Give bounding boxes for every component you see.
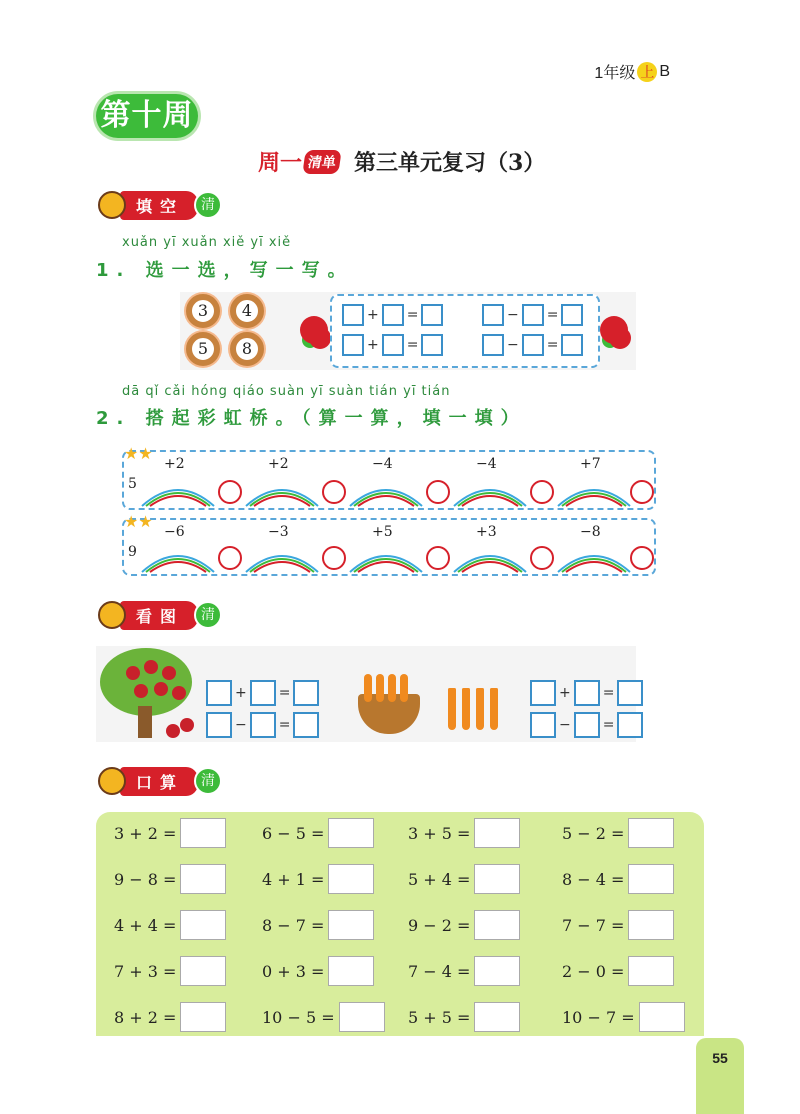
equation-row (482, 304, 583, 326)
number-flower: 4 (230, 294, 264, 328)
section-mental (98, 768, 222, 794)
answer-circle[interactable] (530, 480, 554, 504)
rainbow-row-1 (122, 444, 656, 510)
grade-text: 1年级 (594, 65, 636, 82)
answer-circle[interactable] (630, 546, 654, 570)
answer-box[interactable] (250, 712, 276, 738)
answer-box[interactable] (328, 818, 374, 848)
calc-expression: 9 − 8 = (114, 869, 177, 889)
number-flower: 8 (230, 332, 264, 366)
answer-box[interactable] (180, 910, 226, 940)
number-flower: 3 (186, 294, 220, 328)
equals-sign: = (602, 717, 615, 733)
checklist-badge: 清单 (302, 150, 341, 174)
minus-sign: − (559, 717, 571, 733)
calc-expression: 10 − 7 = (562, 1007, 635, 1027)
rainbow-arcs (138, 472, 654, 508)
section-fill (98, 192, 222, 218)
calc-expression: 8 − 4 = (562, 869, 625, 889)
equals-sign: = (546, 337, 559, 353)
tree-trunk (138, 706, 152, 738)
answer-box[interactable] (342, 334, 364, 356)
week-title: 第十周 (96, 94, 198, 138)
answer-box[interactable] (382, 334, 404, 356)
calc-item (262, 864, 374, 894)
answer-box[interactable] (474, 864, 520, 894)
calc-item (262, 818, 374, 848)
loose-carrots-icon (448, 688, 456, 730)
minus-sign: − (235, 717, 247, 733)
bridge-op: −4 (372, 456, 393, 472)
equals-sign: = (406, 307, 419, 323)
answer-box[interactable] (628, 956, 674, 986)
start-number: 5 (128, 476, 137, 492)
calc-item (562, 910, 674, 940)
plus-sign: + (235, 685, 247, 701)
unit-review-title: 第三单元复习（3） (354, 150, 546, 176)
q1-panel (180, 292, 636, 370)
equals-sign: = (546, 307, 559, 323)
equation-row (206, 680, 319, 706)
rose-icon (600, 316, 628, 344)
equation-row (342, 334, 443, 356)
answer-box[interactable] (530, 712, 556, 738)
equation-row (530, 680, 643, 706)
calc-item (114, 818, 226, 848)
answer-box[interactable] (474, 956, 520, 986)
answer-box[interactable] (474, 1002, 520, 1032)
answer-box[interactable] (328, 864, 374, 894)
answer-box[interactable] (474, 910, 520, 940)
rose-icon (300, 316, 328, 344)
qing-icon: 清 (194, 767, 222, 795)
calc-expression: 0 + 3 = (262, 961, 325, 981)
calc-item (562, 818, 674, 848)
calc-item (114, 956, 226, 986)
answer-box[interactable] (180, 864, 226, 894)
calc-item (562, 1002, 685, 1032)
calc-expression: 8 + 2 = (114, 1007, 177, 1027)
answer-circle[interactable] (530, 546, 554, 570)
answer-box[interactable] (628, 864, 674, 894)
q2-text: 2. 搭起彩虹桥。（算一算，填一填） (96, 408, 527, 429)
calc-item (262, 1002, 385, 1032)
q1-equation-panel (330, 294, 600, 368)
grade-term-badge: 上 (637, 62, 657, 82)
calc-expression: 5 − 2 = (562, 823, 625, 843)
equals-sign: = (406, 337, 419, 353)
minus-sign: − (507, 307, 519, 323)
calc-expression: 7 − 7 = (562, 915, 625, 935)
calc-expression: 5 + 4 = (408, 869, 471, 889)
minus-sign: − (507, 337, 519, 353)
calc-item (114, 910, 226, 940)
plus-sign: + (559, 685, 571, 701)
answer-box[interactable] (561, 334, 583, 356)
answer-box[interactable] (617, 712, 643, 738)
answer-box[interactable] (180, 956, 226, 986)
answer-box[interactable] (530, 680, 556, 706)
day-prefix: 周一 (258, 150, 303, 176)
equals-sign: = (278, 685, 291, 701)
calc-expression: 10 − 5 = (262, 1007, 335, 1027)
answer-box[interactable] (342, 304, 364, 326)
bridge-group (138, 524, 654, 574)
calc-item (114, 1002, 226, 1032)
bridge-op: −6 (164, 524, 185, 540)
answer-circle[interactable] (426, 546, 450, 570)
apples (126, 666, 140, 680)
answer-box[interactable] (628, 818, 674, 848)
answer-box[interactable] (474, 818, 520, 848)
answer-box[interactable] (206, 680, 232, 706)
answer-box[interactable] (574, 712, 600, 738)
section-look (98, 602, 222, 628)
plus-sign: + (367, 307, 379, 323)
answer-circle[interactable] (630, 480, 654, 504)
calc-expression: 4 + 1 = (262, 869, 325, 889)
answer-box[interactable] (561, 304, 583, 326)
section-mental-label: 口算 (120, 767, 198, 796)
calc-expression: 3 + 2 = (114, 823, 177, 843)
answer-box[interactable] (206, 712, 232, 738)
equation-row (530, 712, 643, 738)
q1-pinyin: xuǎn yī xuǎn xiě yī xiě (122, 235, 292, 250)
mental-math-panel (96, 812, 704, 1036)
bee-icon (98, 191, 126, 219)
answer-circle[interactable] (218, 546, 242, 570)
answer-box[interactable] (180, 818, 226, 848)
answer-box[interactable] (339, 1002, 385, 1032)
day-title (258, 146, 545, 177)
calc-expression: 8 − 7 = (262, 915, 325, 935)
answer-box[interactable] (574, 680, 600, 706)
calc-item (262, 910, 374, 940)
bee-icon (98, 601, 126, 629)
calc-expression: 9 − 2 = (408, 915, 471, 935)
calc-expression: 3 + 5 = (408, 823, 471, 843)
bee-icon (98, 767, 126, 795)
answer-box[interactable] (328, 910, 374, 940)
bridge-op: +3 (476, 524, 497, 540)
answer-box[interactable] (628, 910, 674, 940)
answer-box[interactable] (522, 334, 544, 356)
equation-row (206, 712, 319, 738)
equals-sign: = (278, 717, 291, 733)
answer-box[interactable] (522, 304, 544, 326)
answer-box[interactable] (639, 1002, 685, 1032)
answer-box[interactable] (421, 304, 443, 326)
answer-box[interactable] (328, 956, 374, 986)
calc-expression: 2 − 0 = (562, 961, 625, 981)
star-icon: ★★ (124, 512, 153, 531)
calc-item (408, 1002, 520, 1032)
answer-circle[interactable] (322, 480, 346, 504)
answer-box[interactable] (482, 304, 504, 326)
carrots-in-basket-icon (364, 674, 372, 702)
answer-box[interactable] (293, 712, 319, 738)
calc-item (408, 818, 520, 848)
calc-expression: 5 + 5 = (408, 1007, 471, 1027)
answer-box[interactable] (382, 304, 404, 326)
q1-text: 1. 选一选，写一写。 (96, 260, 354, 281)
answer-circle[interactable] (218, 480, 242, 504)
q2-pinyin: dā qǐ cǎi hóng qiáo suàn yī suàn tián yī tián (122, 384, 451, 399)
calc-item (408, 864, 520, 894)
bridge-op: +7 (580, 456, 601, 472)
number-flower: 5 (186, 332, 220, 366)
bridge-group (138, 456, 654, 508)
calc-item (562, 956, 674, 986)
answer-box[interactable] (617, 680, 643, 706)
calc-item (408, 956, 520, 986)
rainbow-arcs (138, 538, 654, 574)
grade-label (594, 60, 670, 83)
calc-item (114, 864, 226, 894)
bridge-op: −3 (268, 524, 289, 540)
answer-box[interactable] (421, 334, 443, 356)
bridge-op: −8 (580, 524, 601, 540)
qing-icon: 清 (194, 601, 222, 629)
answer-box[interactable] (180, 1002, 226, 1032)
grade-edition: B (659, 62, 670, 80)
equation-row (342, 304, 443, 326)
equation-row (482, 334, 583, 356)
answer-box[interactable] (293, 680, 319, 706)
bridge-op: +2 (268, 456, 289, 472)
page-number: 55 (696, 1038, 744, 1114)
star-icon: ★★ (124, 444, 153, 463)
answer-circle[interactable] (426, 480, 450, 504)
calc-item (262, 956, 374, 986)
qing-icon: 清 (194, 191, 222, 219)
calc-expression: 7 − 4 = (408, 961, 471, 981)
plus-sign: + (367, 337, 379, 353)
bridge-op: +2 (164, 456, 185, 472)
answer-box[interactable] (482, 334, 504, 356)
picture-panel (96, 646, 636, 742)
bridge-op: −4 (476, 456, 497, 472)
calc-item (562, 864, 674, 894)
calc-item (408, 910, 520, 940)
rainbow-row-2 (122, 512, 656, 576)
fallen-apples (166, 724, 180, 738)
calc-expression: 4 + 4 = (114, 915, 177, 935)
calc-expression: 6 − 5 = (262, 823, 325, 843)
start-number: 9 (128, 544, 137, 560)
section-fill-label: 填空 (120, 191, 198, 220)
answer-circle[interactable] (322, 546, 346, 570)
calc-expression: 7 + 3 = (114, 961, 177, 981)
answer-box[interactable] (250, 680, 276, 706)
section-look-label: 看图 (120, 601, 198, 630)
bridge-op: +5 (372, 524, 393, 540)
equals-sign: = (602, 685, 615, 701)
